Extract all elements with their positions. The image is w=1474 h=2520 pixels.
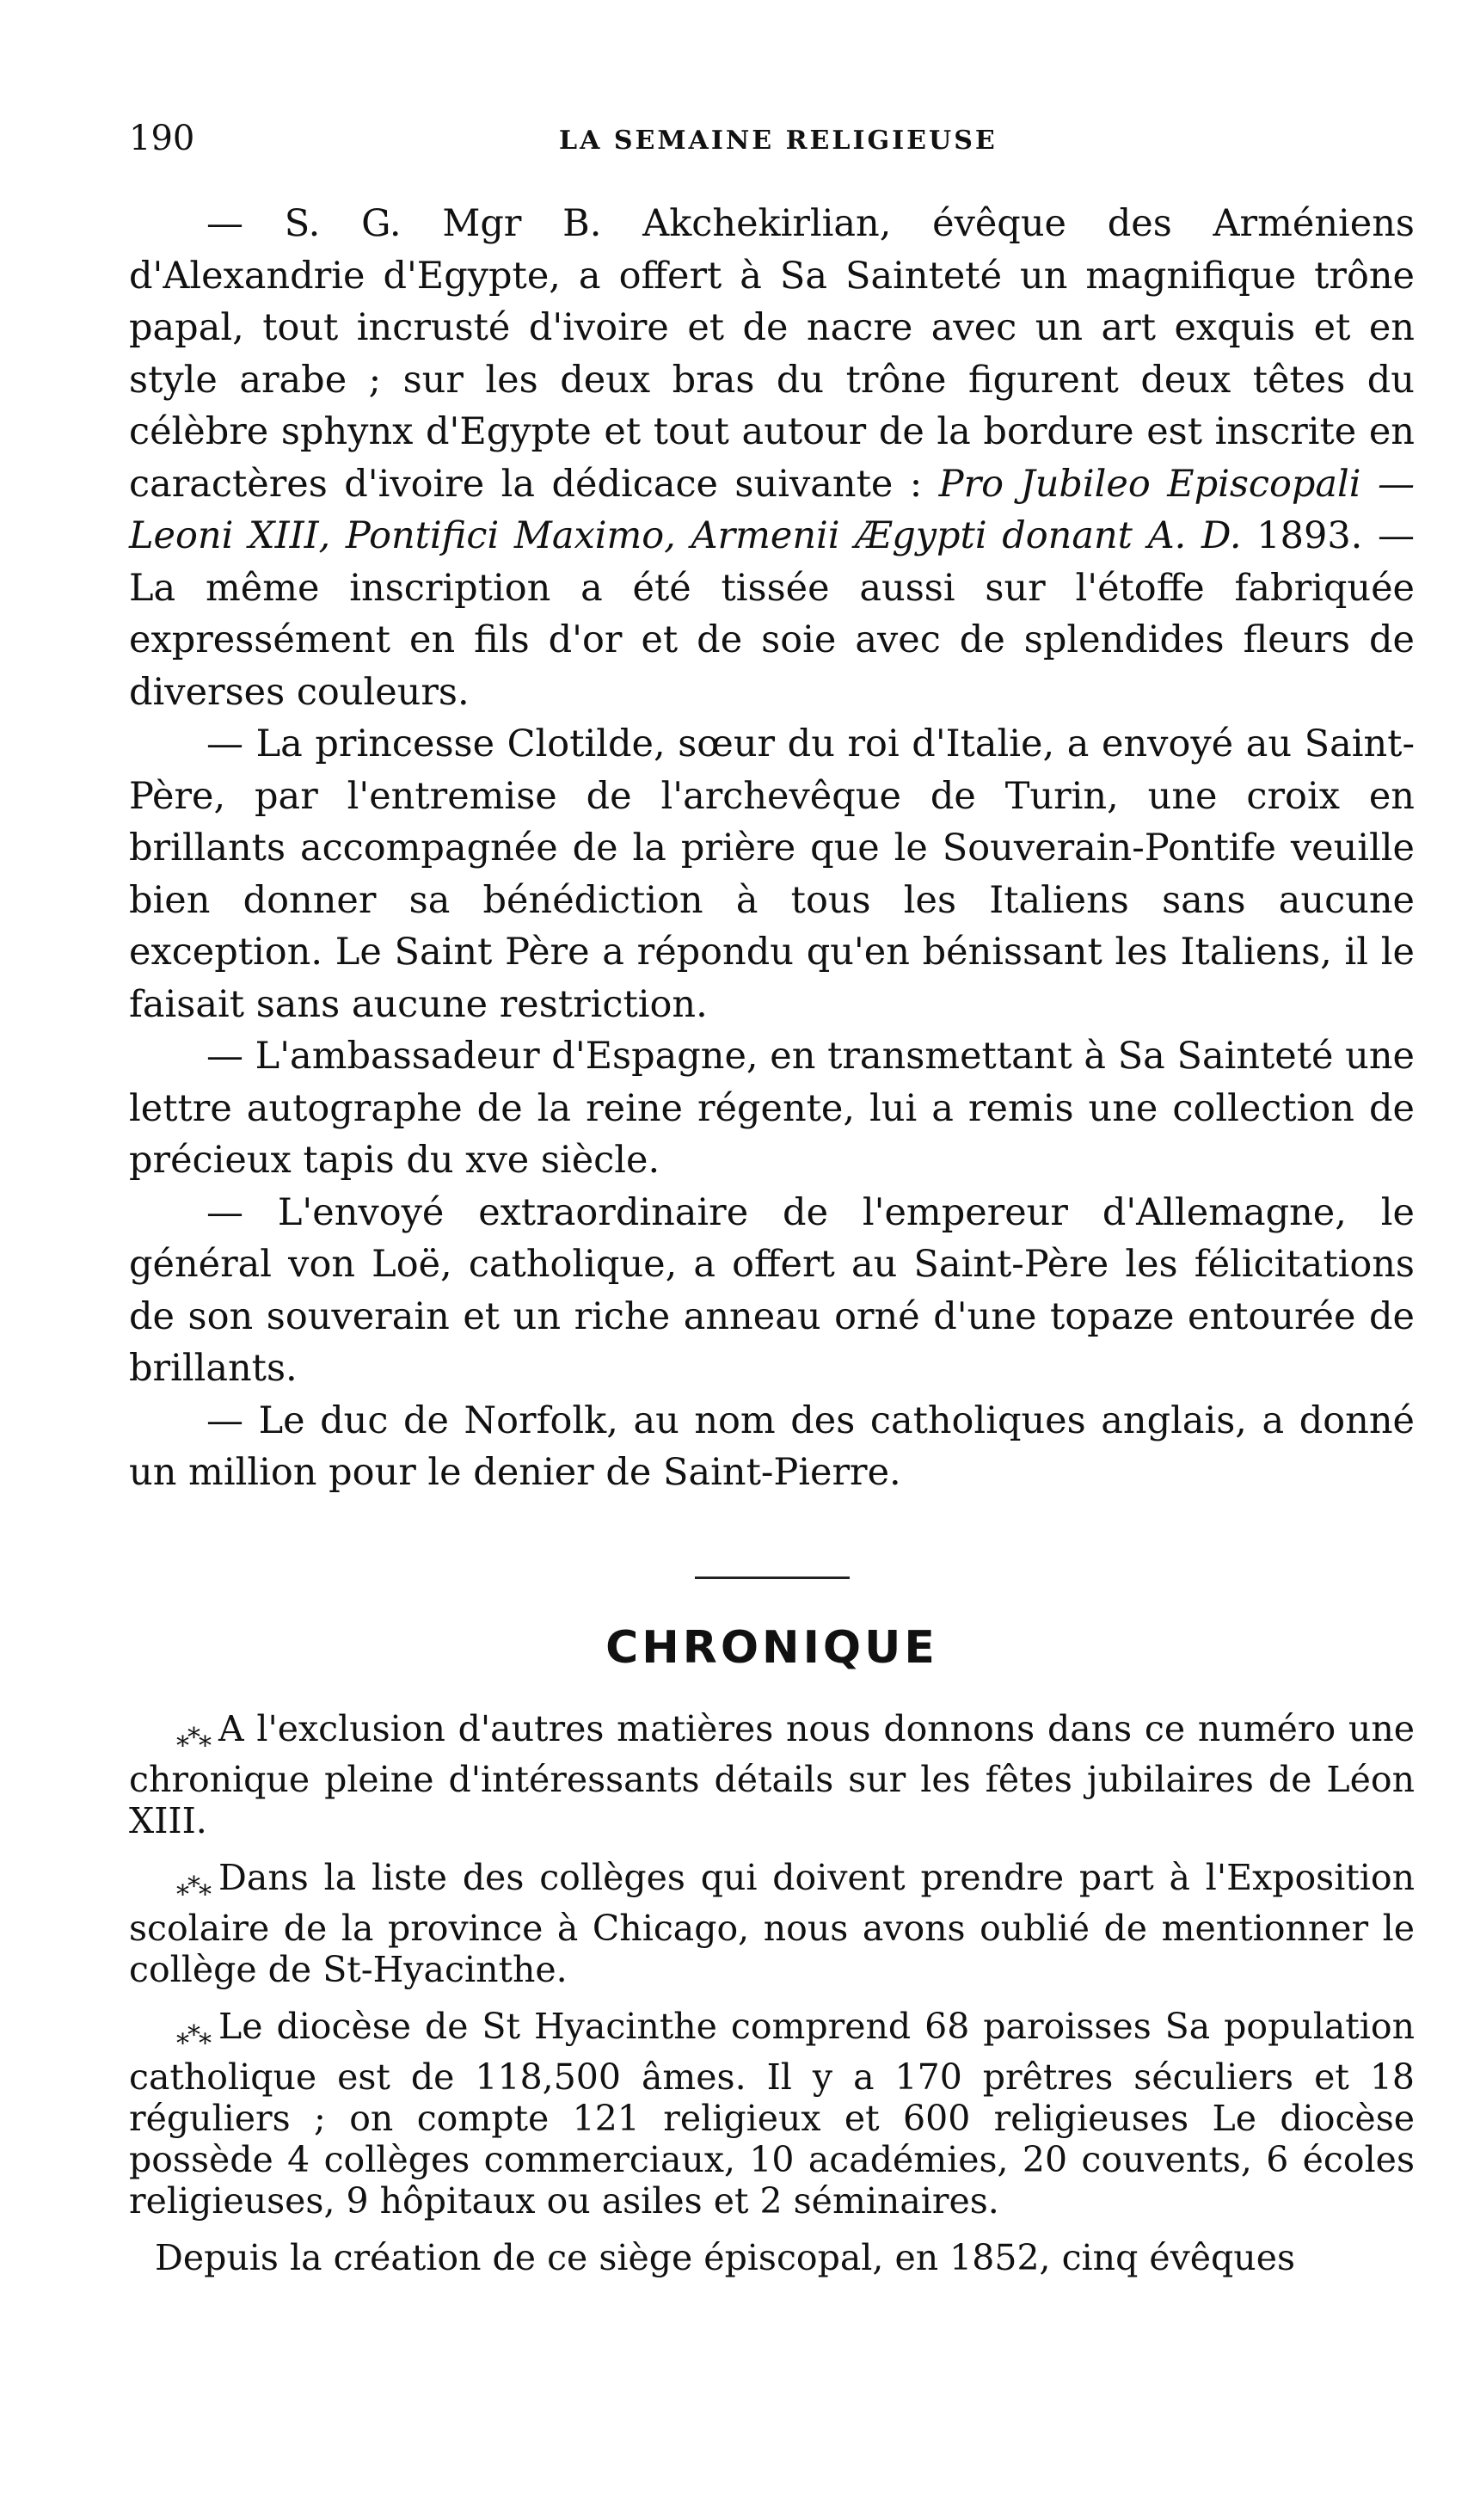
- chronique-item: [129, 2006, 1415, 2222]
- page-number: 190: [129, 119, 195, 158]
- paragraph-text: — S. G. Mgr B. Akchekirlian, évêque des Arméniens d'Alexandrie d'Egypte, a offert à Sa Sainteté un magnifique trône papal, tout incrusté d'ivoire et de nacre avec un art exquis et en style arabe ; sur les deux bras du trône figurent deux têtes du célèbre sphynx d'Egypte et tout autour de la bordure est inscrite en caractères d'ivoire la dédicace suivante :: [129, 202, 1415, 506]
- continuation-line: Depuis la création de ce siège épiscopal, en 1852, cinq évêques: [155, 2236, 1295, 2278]
- asterism-icon: ⁎*⁎: [176, 2019, 210, 2050]
- chronique-item: [129, 1857, 1415, 1990]
- section-title: CHRONIQUE: [605, 1621, 938, 1674]
- chronique-text: A l'exclusion d'autres matières nous donnons dans ce numéro une chronique pleine d'intéressants détails sur les fêtes jubilaires de Léon XIII.: [129, 1707, 1415, 1841]
- paragraph-espagne: — L'ambassadeur d'Espagne, en transmettant à Sa Sainteté une lettre autographe de la reine régente, lui a remis une collection de précieux tapis du xve siècle.: [129, 1035, 1415, 1182]
- running-head: [129, 103, 1415, 163]
- running-title: LA SEMAINE RELIGIEUSE: [559, 126, 998, 156]
- section-divider: [695, 1577, 850, 1579]
- chronique-text: Dans la liste des collèges qui doivent prendre part à l'Exposition scolaire de la province à Chicago, nous avons oublié de mentionner le collège de St-Hyacinthe.: [129, 1856, 1415, 1990]
- book-page: [129, 103, 1415, 2278]
- latin-dedication: Pro Jubileo Episcopali — Leoni XIII, Pontifici Maximo, Armenii Ægypti donant A. D.: [129, 462, 1415, 557]
- chronique-item: [129, 1708, 1415, 1841]
- paragraph-clotilde: — La princesse Clotilde, sœur du roi d'Italie, a envoyé au Saint-Père, par l'entremise de l'archevêque de Turin, une croix en brillants accompagnée de la prière que le Souverain-Pontife veuille bien donner sa bénédiction à tous les Italiens sans aucune exception. Le Saint Père a répondu qu'en bénissant les Italiens, il le faisait sans aucune restriction.: [129, 722, 1415, 1026]
- paragraph-norfolk: — Le duc de Norfolk, au nom des catholiques anglais, a donné un million pour le denier de Saint-Pierre.: [129, 1398, 1415, 1494]
- asterism-icon: ⁎*⁎: [176, 1871, 210, 1902]
- paragraph-akchekirlian: [129, 198, 1415, 718]
- paragraph-text: 1893. — La même inscription a été tissée aussi sur l'étoffe fabriquée expressément en fils d'or et de soie avec de splendides fleurs de diverses couleurs.: [129, 514, 1415, 714]
- paragraph-allemagne: — L'envoyé extraordinaire de l'empereur d'Allemagne, le général von Loë, catholique, a offert au Saint-Père les félicitations de son souverain et un riche anneau orné d'une topaze entourée de brillants.: [129, 1190, 1415, 1390]
- asterism-icon: ⁎*⁎: [176, 1722, 210, 1753]
- chronique-text: Le diocèse de St Hyacinthe comprend 68 paroisses Sa population catholique est de 118,500 âmes. Il y a 170 prêtres séculiers et 18 réguliers ; on compte 121 religieux et 600 religieuses Le diocèse possède 4 collèges commerciaux, 10 académies, 20 couvents, 6 écoles religieuses, 9 hôpitaux ou asiles et 2 séminaires.: [129, 2005, 1415, 2222]
